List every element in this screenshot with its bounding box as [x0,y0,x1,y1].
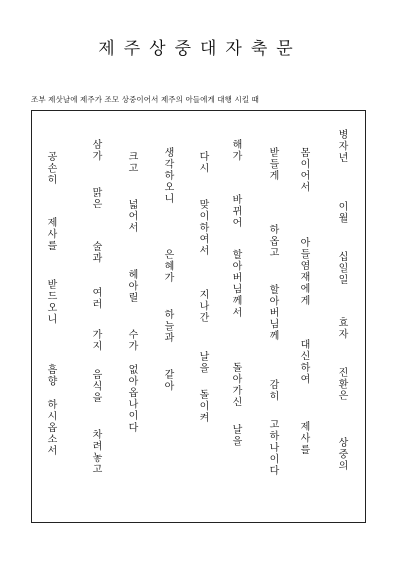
text-segment: 지나간 [197,289,208,324]
text-column [159,129,175,519]
text-column [194,129,210,519]
text-segment: 술과 [90,241,101,265]
text-segment: 받드오니 [45,279,56,326]
text-segment: 고하나이다 [267,419,278,477]
text-column [295,129,311,519]
text-segment: 여러 [90,287,101,311]
text-segment: 맑은 [90,187,101,211]
text-segment: 대신하여 [298,339,309,386]
text-segment: 하시옵소서 [45,399,56,457]
text-segment: 해가 [230,139,241,163]
text-column [264,129,280,519]
prayer-text-box [31,110,366,523]
text-segment: 진환은 [336,367,347,402]
text-segment: 상중의 [336,437,347,472]
text-segment: 돌이켜 [197,389,208,424]
text-column [333,129,349,519]
text-segment: 헤아릴 [126,269,137,304]
text-segment: 할아버님께서 [230,249,241,319]
text-column [123,129,139,519]
text-segment: 가지 [90,329,101,353]
text-segment: 맞이하여서 [197,199,208,257]
text-segment: 수가 [126,329,137,353]
text-segment: 은혜가 [162,249,173,284]
text-segment: 다시 [197,151,208,175]
text-segment: 넓어서 [126,199,137,234]
text-segment: 제사를 [298,421,309,456]
text-segment: 몸이어서 [298,147,309,194]
text-segment: 같아 [162,369,173,393]
text-segment: 없아옵나이다 [126,364,137,434]
text-segment: 감히 [267,379,278,403]
text-segment: 크고 [126,151,137,175]
text-column [227,129,243,519]
text-segment: 날을 [230,424,241,448]
page-subtitle: 조부 제삿날에 제주가 조모 상중이어서 제주의 아들에게 대행 시킬 때 [31,95,260,104]
text-segment: 효자 [336,317,347,341]
text-segment: 십일일 [336,251,347,286]
text-segment: 날을 [197,351,208,375]
text-segment: 삼가 [90,139,101,163]
text-segment: 하늘과 [162,309,173,344]
text-segment: 바뀌어 [230,194,241,229]
text-segment: 생각하오니 [162,147,173,205]
text-column [42,129,58,519]
text-segment: 공손히 [45,151,56,186]
text-segment: 흠향 [45,364,56,388]
text-segment: 아들염재에게 [298,237,309,307]
text-segment: 음식을 [90,369,101,404]
text-segment: 하옵고 [267,224,278,259]
text-segment: 할아버님께 [267,284,278,342]
text-segment: 병자년 [336,129,347,164]
text-column [87,129,103,519]
text-segment: 돌아가신 [230,362,241,409]
text-segment: 이월 [336,201,347,225]
text-segment: 받들게 [267,147,278,182]
page-title: 제주상중대자축문 [98,39,302,59]
text-segment: 제사를 [45,217,56,252]
text-segment: 차려놓고 [90,429,101,476]
